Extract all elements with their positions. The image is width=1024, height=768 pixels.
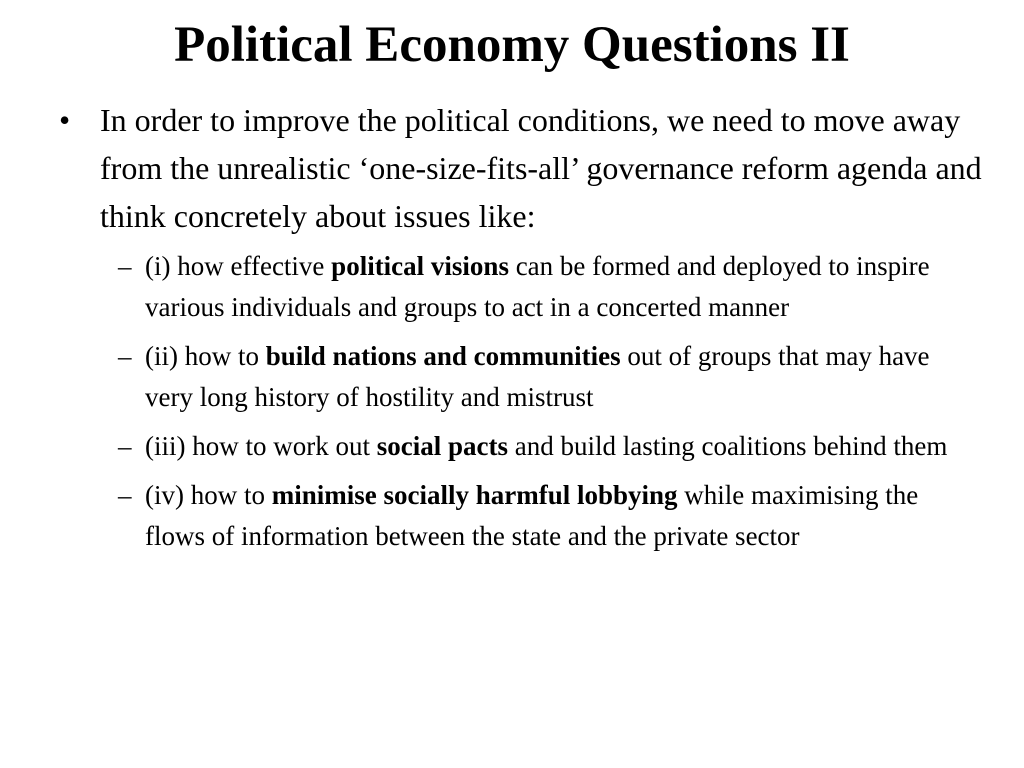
sub-bullet-emphasis: minimise socially harmful lobbying	[271, 480, 678, 510]
sub-bullet-list	[55, 246, 985, 557]
bullet-icon: •	[59, 102, 71, 138]
sub-bullet-emphasis: political visions	[331, 251, 509, 281]
main-bullet-point	[55, 96, 985, 240]
sub-bullet-item	[100, 426, 980, 467]
dash-icon: –	[118, 431, 132, 461]
sub-bullet-text-after: out of groups that may have very long history of hostility and mistrust	[145, 341, 930, 412]
sub-bullet-text-after: while maximising the flows of information between the state and the private sector	[145, 480, 919, 551]
sub-bullet-emphasis: social pacts	[376, 431, 508, 461]
sub-bullet-text-after: can be formed and deployed to inspire various individuals and groups to act in a concerted manner	[145, 251, 930, 322]
slide-body	[55, 96, 985, 565]
sub-bullet-emphasis: build nations and communities	[265, 341, 621, 371]
sub-bullet-item	[100, 246, 980, 328]
sub-bullet-text-before: (ii) how to	[145, 341, 266, 371]
sub-bullet-text-before: (iv) how to	[145, 480, 272, 510]
sub-bullet-text-after: and build lasting coalitions behind them	[507, 431, 948, 461]
sub-bullet-text-before: (iii) how to work out	[145, 431, 377, 461]
dash-icon: –	[118, 480, 132, 510]
sub-bullet-item	[100, 475, 980, 557]
sub-bullet-item	[100, 336, 980, 418]
dash-icon: –	[118, 341, 132, 371]
dash-icon: –	[118, 251, 132, 281]
slide-title: Political Economy Questions II	[174, 17, 850, 73]
sub-bullet-text-before: (i) how effective	[145, 251, 332, 281]
main-bullet-text: In order to improve the political conditions, we need to move away from the unrealistic ‘one-size-fits-all’ governance reform agenda and think concretely about issues like:	[100, 102, 982, 234]
